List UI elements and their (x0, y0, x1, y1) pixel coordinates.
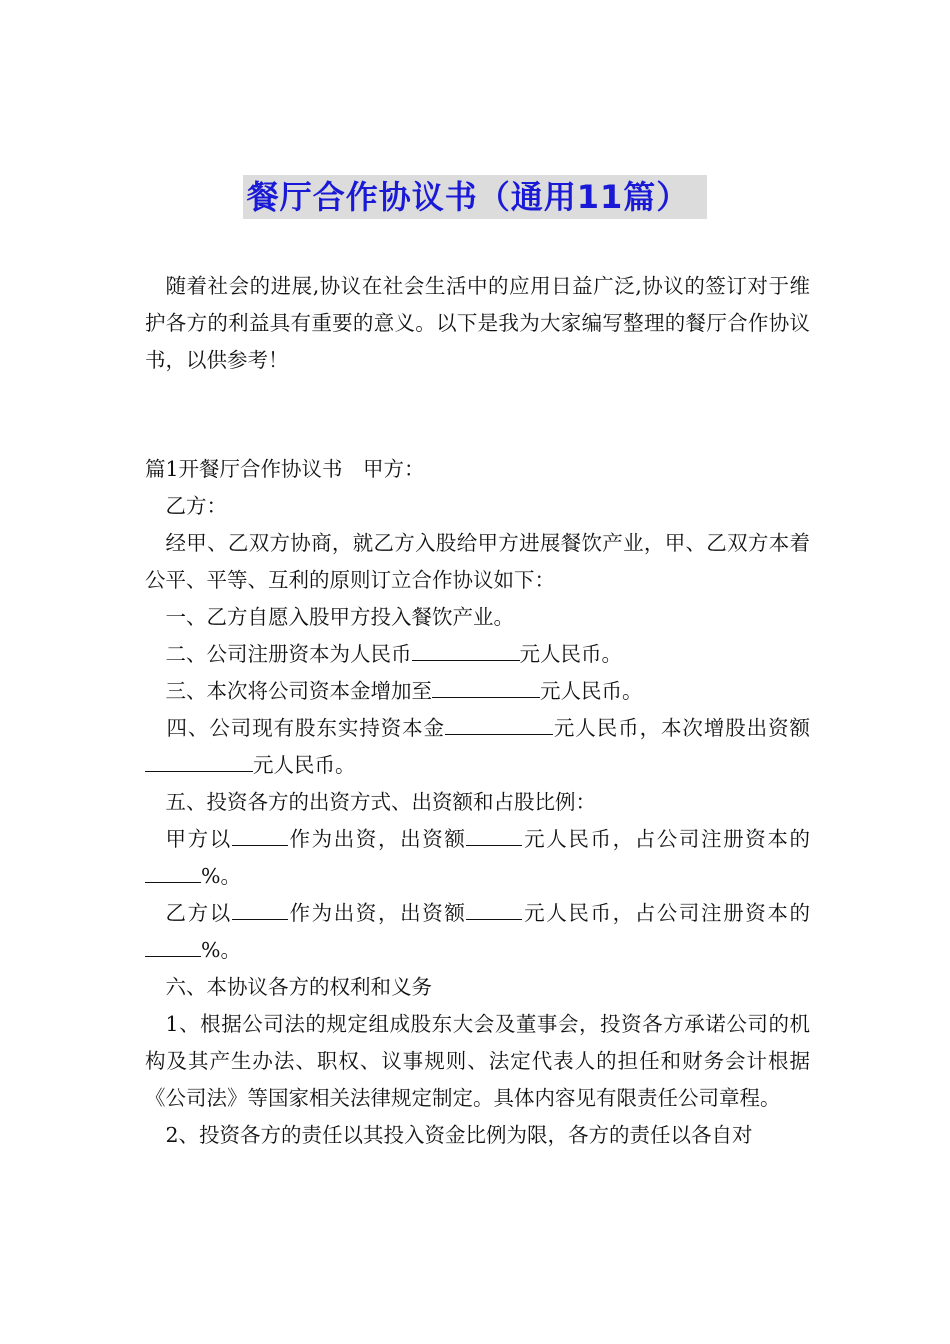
clause-3-text-a: 三、本次将公司资本金增加至 (165, 679, 432, 703)
fill-in-blank (466, 899, 522, 920)
clause-5-party-a (145, 821, 810, 895)
clause-3 (145, 673, 810, 710)
intro-paragraph: 随着社会的进展,协议在社会生活中的应用日益广泛,协议的签订对于维护各方的利益具有重要的意义。以下是我为大家编写整理的餐厅合作协议书，以供参考！ (145, 274, 810, 372)
party-a-text-1: 甲方以 (165, 827, 232, 851)
clause-5: 五、投资各方的出资方式、出资额和占股比例： (165, 790, 596, 814)
clause-4 (145, 710, 810, 784)
clause-2 (145, 636, 810, 673)
title-container (0, 175, 950, 219)
clause-2-text-b: 元人民币。 (519, 642, 622, 666)
clause-1: 一、乙方自愿入股甲方投入餐饮产业。 (165, 605, 514, 629)
party-b-text-4: %。 (201, 938, 241, 962)
clause-6-1: 1、根据公司法的规定组成股东大会及董事会，投资各方承诺公司的机构及其产生办法、职权、议事规则、法定代表人的担任和财务会计根据《公司法》等国家相关法律规定制定。具体内容见有限责任公司章程。 (145, 1012, 810, 1110)
section-heading: 篇1开餐厅合作协议书 甲方： (145, 457, 425, 481)
document-title: 餐厅合作协议书（通用11篇） (243, 175, 708, 219)
party-a-text-2: 作为出资，出资额 (287, 827, 467, 851)
fill-in-blank (466, 825, 522, 846)
clause-5-party-b (145, 895, 810, 969)
party-b-text-1: 乙方以 (165, 901, 232, 925)
fill-in-blank (232, 899, 288, 920)
clause-4-text-b: 元人民币，本次增股出资额 (552, 716, 811, 740)
clause-6: 六、本协议各方的权利和义务 (165, 975, 432, 999)
preamble-paragraph: 经甲、乙双方协商，就乙方入股给甲方进展餐饮产业，甲、乙双方本着公平、平等、互利的原则订立合作协议如下： (145, 531, 810, 592)
clause-3-text-b: 元人民币。 (540, 679, 643, 703)
party-b-text-2: 作为出资，出资额 (287, 901, 467, 925)
fill-in-blank (445, 714, 553, 735)
fill-in-blank (432, 677, 540, 698)
fill-in-blank (145, 936, 201, 957)
clause-6-2: 2、投资各方的责任以其投入资金比例为限，各方的责任以各自对 (165, 1123, 753, 1147)
party-b-text-3: 元人民币，占公司注册资本的 (522, 901, 811, 925)
fill-in-blank (145, 751, 253, 772)
clause-4-text-c: 元人民币。 (253, 753, 356, 777)
party-b-line: 乙方： (165, 494, 227, 518)
intro-section (145, 268, 810, 379)
clause-2-text-a: 二、公司注册资本为人民币 (165, 642, 412, 666)
party-a-text-4: %。 (201, 864, 241, 888)
fill-in-blank (412, 640, 520, 661)
agreement-body (145, 451, 810, 1154)
clause-4-text-a: 四、公司现有股东实持资本金 (166, 716, 445, 740)
party-a-text-3: 元人民币，占公司注册资本的 (522, 827, 811, 851)
fill-in-blank (145, 862, 201, 883)
fill-in-blank (232, 825, 288, 846)
